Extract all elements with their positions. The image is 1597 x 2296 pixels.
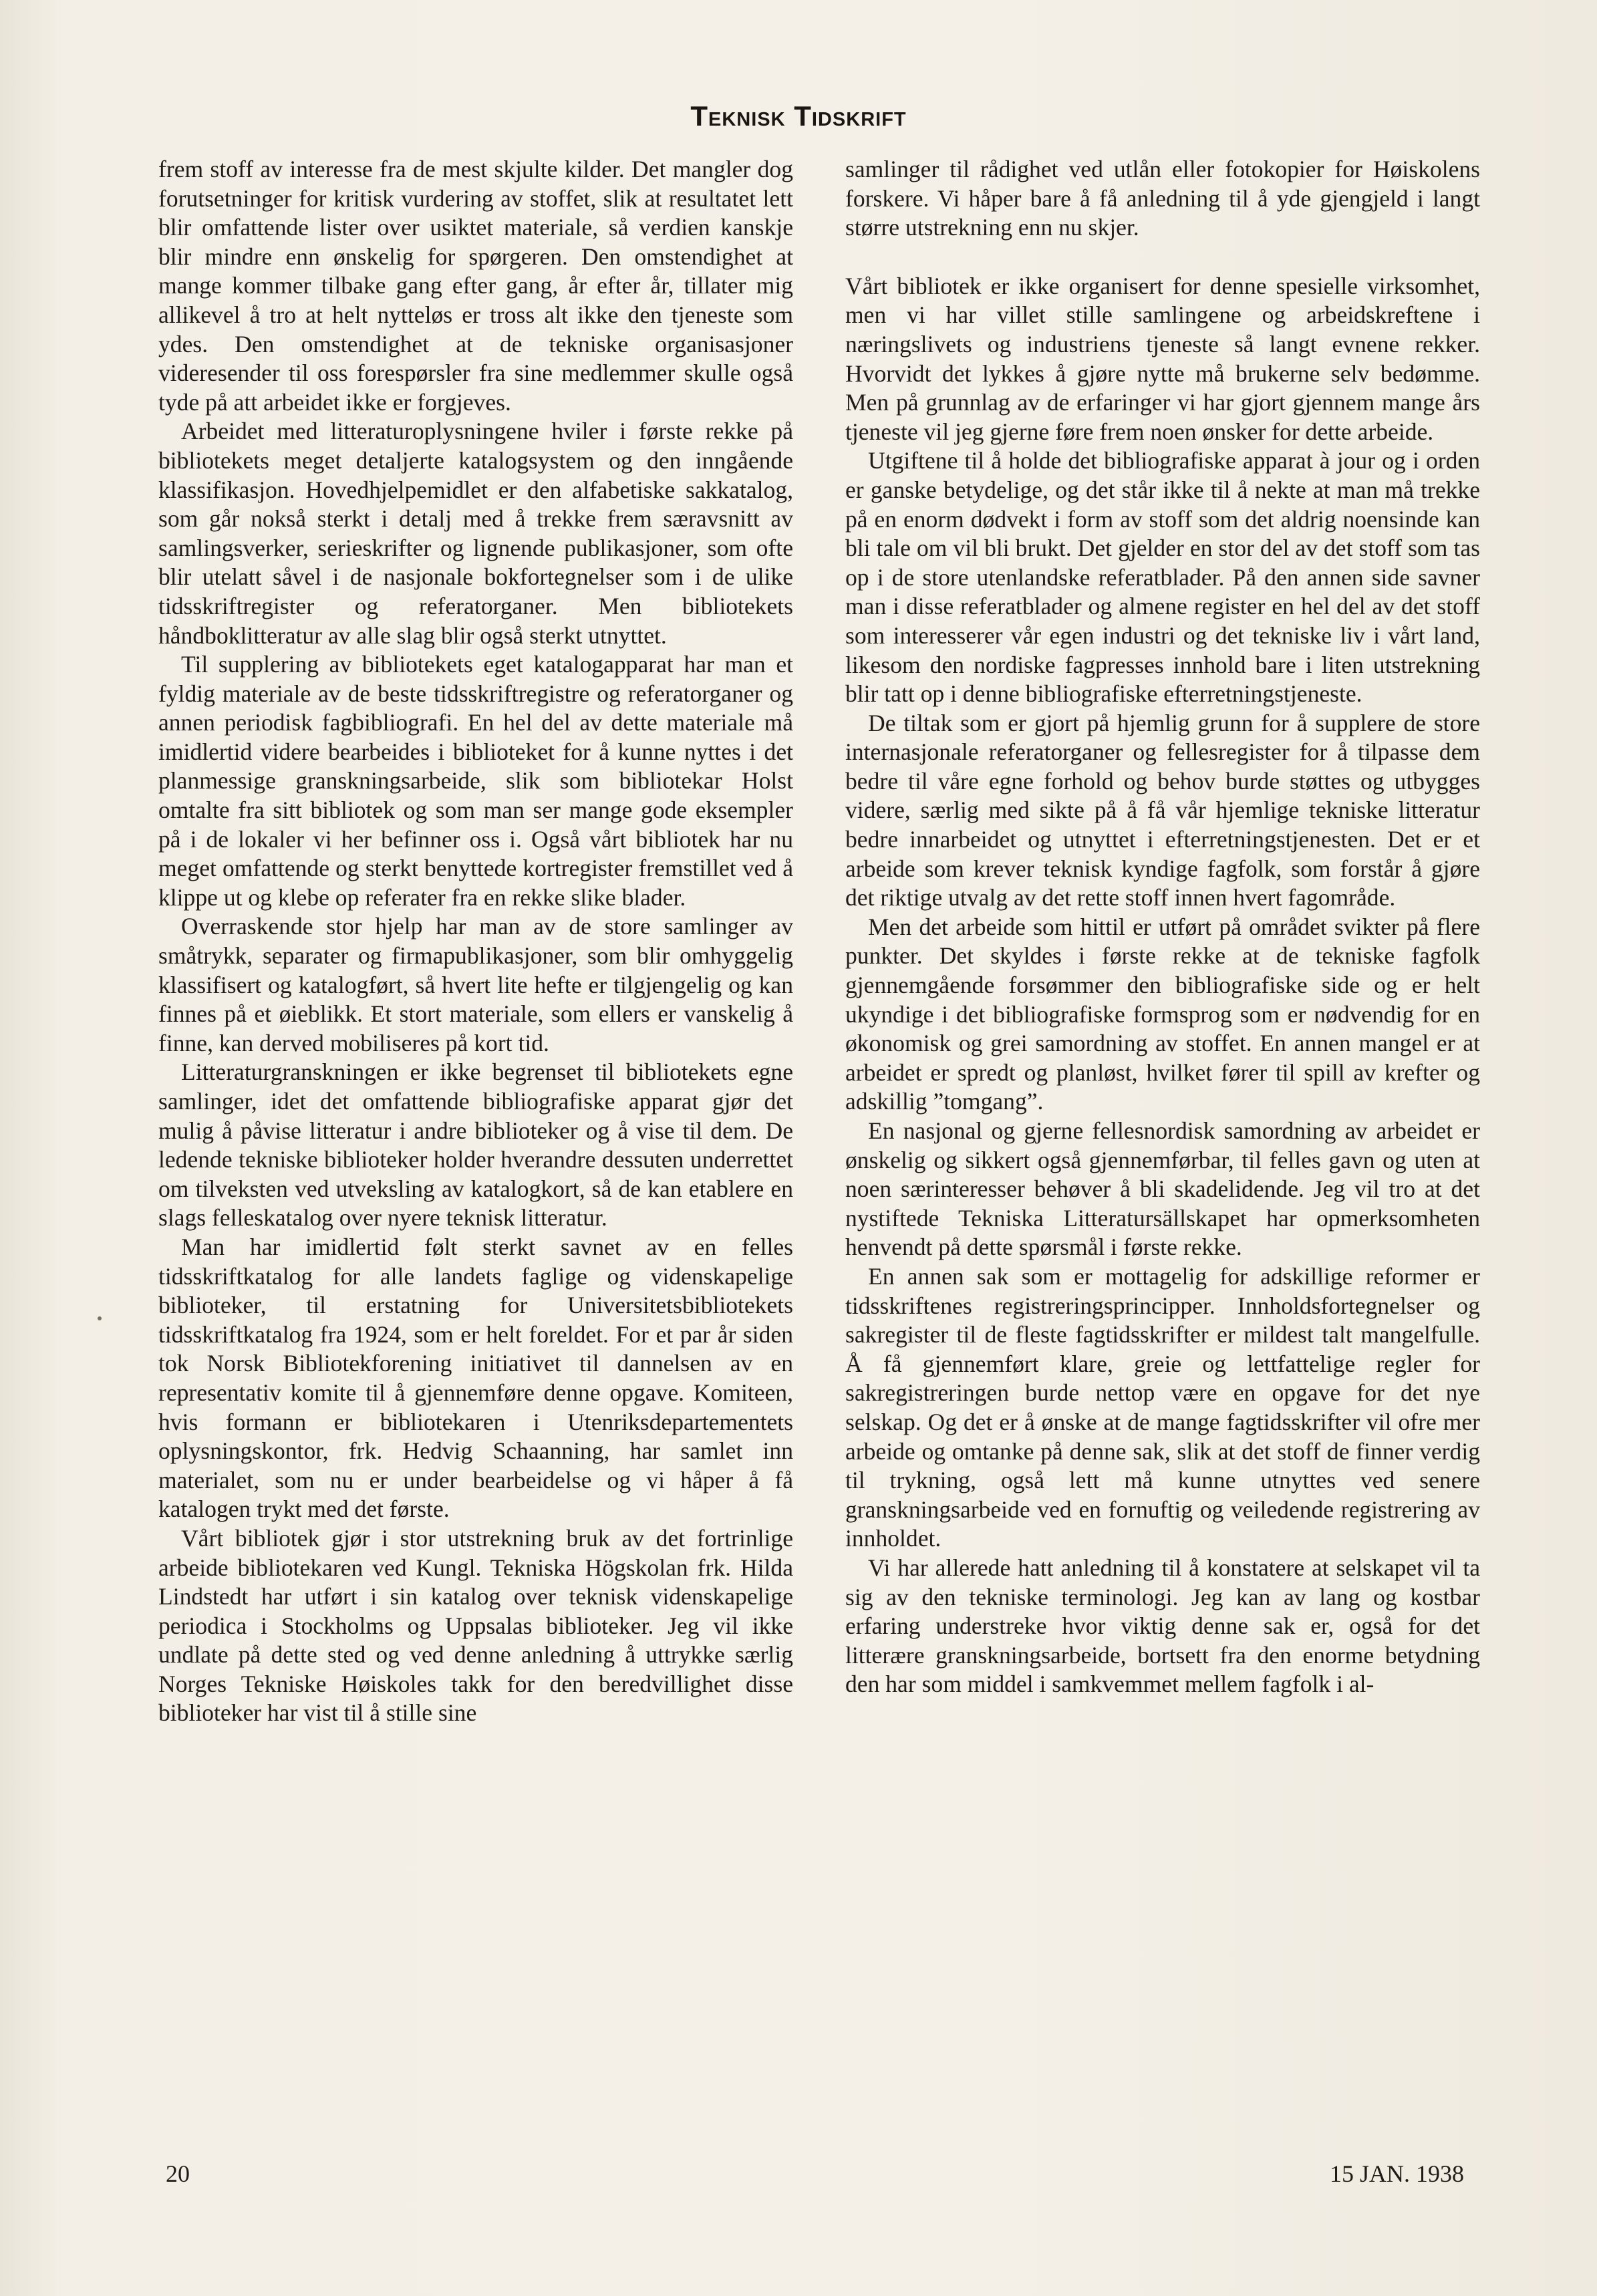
paragraph: Utgiftene til å holde det bibliografiske apparat à jour og i orden er ganske betydelige, og det står ikke til å nekte at man må trekke på en enorm dødvekt i form av stoff som det aldrig noensinde kan bli tale om vil bli brukt. Det gjelder en stor del av det stoff som tas op i de store utenlandske referatblader. På den annen side savner man i disse referatblader og almene register en hel del av det stoff som interesserer vår egen industri og det tekniske liv i vårt land, likesom den nordiske fagpresses innhold bare i liten utstrekning blir tatt op i denne bibliografiske efterretningstjeneste. [845, 447, 1480, 708]
issue-date: 15 JAN. 1938 [1330, 2160, 1465, 2187]
paragraph: frem stoff av interesse fra de mest skjulte kilder. Det mangler dog forutsetninger for kritisk vurdering av stoffet, slik at resultatet lett blir omfattende lister over usiktet materiale, så verdien kanskje blir mindre enn ønskelig for spørgeren. Den omstendighet at mange kommer tilbake gang efter gang, år efter år, tillater mig allikevel å tro at helt nytteløs er tross alt ikke den tjeneste som ydes. Den omstendighet at de tekniske organisasjoner videresender til oss forespørsler fra sine medlemmer skulle også tyde på att arbeidet ikke er forgjeves. [158, 156, 793, 416]
paragraph: samlinger til rådighet ved utlån eller fotokopier for Høiskolens forskere. Vi håper bare å få anledning til å yde gjengjeld i langt større utstrekning enn nu skjer. [845, 156, 1480, 241]
paragraph: De tiltak som er gjort på hjemlig grunn for å supplere de store internasjonale referatorganer og fellesregister for å tilpasse dem bedre til våre egne forhold og behov burde støttes og utbygges videre, særlig med sikte på å få vår hjemlige tekniske litteratur bedre innarbeidet og utnyttet i efterretningstjenesten. Det er et arbeide som krever teknisk kyndige fagfolk, som forstår å gjøre det riktige utvalg av det rette stoff innen hvert fagområde. [845, 709, 1480, 911]
right-column [845, 155, 1480, 1699]
paragraph: Overraskende stor hjelp har man av de store samlinger av småtrykk, separater og firmapublikasjoner, som blir omhyggelig klassifisert og katalogført, så hvert lite hefte er tilgjengelig og kan finnes på et øieblikk. Et stort materiale, som ellers er vanskelig å finne, kan derved mobiliseres på kort tid. [158, 913, 793, 1056]
journal-title: Teknisk Tidskrift [690, 100, 907, 132]
page-number: 20 [166, 2160, 190, 2187]
paragraph: Man har imidlertid følt sterkt savnet av en felles tidsskriftkatalog for alle landets faglige og videnskapelige biblioteker, til erstatning for Universitetsbibliotekets tidsskriftkatalog fra 1924, som er helt foreldet. For et par år siden tok Norsk Bibliotekforening initiativet til dannelsen av en representativ komite til å gjennemføre denne opgave. Komiteen, hvis formann er bibliotekaren i Utenriksdepartementets oplysningskontor, frk. Hedvig Schaanning, har samlet inn materialet, som nu er under bearbeidelse og vi håper å få katalogen trykt med det første. [158, 1233, 793, 1523]
paragraph: En annen sak som er mottagelig for adskillige reformer er tidsskriftenes registreringsprincipper. Innholdsfortegnelser og sakregister til de fleste fagtidsskrifter er mildest talt mangelfulle. Å få gjennemført klare, greie og lettfattelige regler for sakregistreringen burde nettop være en opgave for det nye selskap. Og det er å ønske at de mange fagtidsskrifter vil ofre mer arbeide og omtanke på denne sak, slik at det stoff de finner verdig til trykning, også lett må kunne utnyttes ved senere granskningsarbeide ved en fornuftig og veiledende registrering av innholdet. [845, 1262, 1480, 1552]
paragraph: Til supplering av bibliotekets eget katalogapparat har man et fyldig materiale av de beste tidsskriftregistre og referatorganer og annen periodisk fagbibliografi. En hel del av dette materiale må imidlertid videre bearbeides i biblioteket for å kunne nyttes i det planmessige granskningsarbeide, slik som bibliotekar Holst omtalte fra sitt bibliotek og som man ser mange gode eksempler på i de lokaler vi her befinner oss i. Også vårt bibliotek har nu meget omfattende og sterkt benyttede kortregister fremstillet ved å klippe ut og klebe op referater fra en rekke slike blader. [158, 651, 793, 911]
paragraph: Men det arbeide som hittil er utført på området svikter på flere punkter. Det skyldes i første rekke at de tekniske fagfolk gjennemgående forsømmer den bibliografiske side og er helt ukyndige i det bibliografiske formsprog som er nødvendig for en økonomisk og grei samordning av stoffet. En annen mangel er at arbeidet er spredt og planløst, hvilket fører til spill av krefter og adskillig ”tomgang”. [845, 913, 1480, 1115]
paragraph: Vårt bibliotek gjør i stor utstrekning bruk av det fortrinlige arbeide bibliotekaren ved Kungl. Tekniska Högskolan frk. Hilda Lindstedt har utført i sin katalog over teknisk videnskapelige periodica i Stockholms og Uppsalas biblioteker. Jeg vil ikke undlate på dette sted og ved denne anledning å uttrykke særlig Norges Tekniske Høiskoles takk for den beredvillighet disse biblioteker har vist til å stille sine [158, 1524, 793, 1727]
paragraph: Arbeidet med litteraturoplysningene hviler i første rekke på bibliotekets meget detaljerte katalogsystem og den inngående klassifikasjon. Hovedhjelpemidlet er den alfabetiske sakkatalog, som går nokså sterkt i detalj med å trekke frem særavsnitt av samlingsverker, serieskrifter og lignende publikasjoner, som ofte blir utelatt såvel i de nasjonale bokfortegnelser som i de ulike tidsskriftregister og referatorganer. Men bibliotekets håndboklitteratur av alle slag blir også sterkt utnyttet. [158, 418, 793, 649]
paragraph: Vårt bibliotek er ikke organisert for denne spesielle virksomhet, men vi har villet stille samlingene og arbeidskreftene i næringslivets og industriens tjeneste så langt evnene rekker. Hvorvidt det lykkes å gjøre nytte må brukerne selv bedømme. Men på grunnlag av de erfaringer vi har gjort gjennem mange års tjeneste vil jeg gjerne føre frem noen ønsker for dette arbeide. [845, 272, 1480, 445]
left-column [158, 155, 793, 1728]
paragraph: Vi har allerede hatt anledning til å konstatere at selskapet vil ta sig av den tekniske terminologi. Jeg kan av lang og kostbar erfaring understreke hvor viktig denne sak er, også for det litterære granskningsarbeide, bortsett fra den enorme betydning den har som middel i samkvemmet mellem fagfolk i al- [845, 1554, 1480, 1698]
paragraph: En nasjonal og gjerne fellesnordisk samordning av arbeidet er ønskelig og sikkert også gjennemførbar, til felles gavn og uten at noen særinteresser behøver å bli skadelidende. Jeg vil tro at det nystiftede Tekniska Litteratursällskapet har opmerksomheten henvendt på dette spørsmål i første rekke. [845, 1117, 1480, 1261]
paragraph: Litteraturgranskningen er ikke begrenset til bibliotekets egne samlinger, idet det omfattende bibliografiske apparat gjør det mulig å påvise litteratur i andre biblioteker og å vise til dem. De ledende tekniske biblioteker holder hverandre dessuten underrettet om tilveksten ved utveksling av katalogkort, så de kan etablere en slags felleskatalog over nyere teknisk litteratur. [158, 1058, 793, 1232]
ink-dot [98, 1316, 102, 1320]
page-header [0, 100, 1597, 132]
